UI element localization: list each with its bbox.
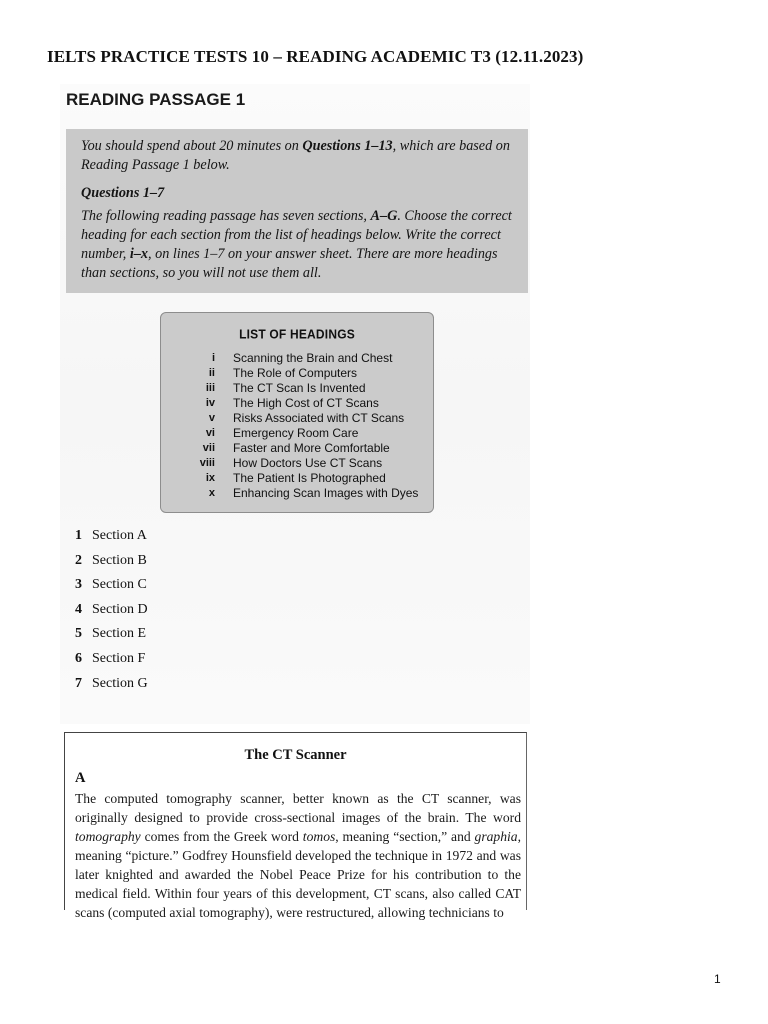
section-label: Section G	[92, 675, 148, 691]
intro-text: You should spend about 20 minutes on	[81, 138, 303, 154]
questions-range: Questions 1–13	[302, 138, 393, 154]
body-text: , on lines 1–7 on your answer sheet. There are more headings than sections, so you will not use them all.	[81, 246, 498, 281]
section-label: Section D	[92, 601, 148, 617]
body-text: . Choose the correct heading for each section from the list of headings below. Write the correct number,	[81, 208, 512, 262]
heading-number: vii	[202, 441, 215, 454]
heading-list	[161, 350, 433, 500]
section-question	[75, 528, 148, 553]
question-number: 5	[75, 626, 82, 642]
body-text: The following reading passage has seven sections,	[81, 208, 371, 224]
heading-item	[161, 395, 433, 410]
question-number: 3	[75, 577, 82, 593]
greek-term: graphia	[474, 829, 518, 844]
heading-item	[161, 455, 433, 470]
heading-text: Risks Associated with CT Scans	[233, 410, 405, 425]
section-label: Section B	[92, 552, 147, 568]
paragraph-text: , meaning “picture.” Godfrey Hounsfield developed the technique in 1972 and was later knighted and awarded the Nobel Peace Prize for his contribution to the medical field. Within four years of this development, CT scans, also called CAT scans (computed axial tomography), were restructured, allowing technicians to	[75, 829, 522, 920]
paragraph-text: The computed tomography scanner, better known as the CT scanner, was originally designed to provide cross-sectional images of the brain. The word	[75, 791, 521, 825]
heading-number: x	[208, 486, 215, 499]
section-question	[75, 553, 148, 578]
heading-text: Enhancing Scan Images with Dyes	[233, 485, 419, 500]
heading-item	[161, 410, 433, 425]
section-question	[75, 676, 148, 701]
question-number: 4	[75, 601, 82, 617]
heading-item	[161, 425, 433, 440]
section-question	[75, 651, 148, 676]
section-question	[75, 626, 148, 651]
question-number: 7	[75, 675, 82, 691]
paragraph-text: comes from the Greek word	[140, 829, 303, 844]
list-of-headings-box	[160, 312, 434, 513]
greek-term: tomography	[75, 829, 141, 844]
section-question-list	[75, 528, 148, 700]
passage-heading: READING PASSAGE 1	[66, 90, 246, 109]
intro-text-end: , which are based on Reading Passage 1 below.	[81, 138, 510, 173]
heading-number: ix	[205, 471, 215, 484]
article-body	[75, 789, 521, 922]
section-label: Section F	[92, 650, 146, 666]
heading-number: ii	[208, 366, 215, 379]
article-box	[64, 732, 527, 920]
heading-text: Emergency Room Care	[233, 425, 359, 440]
heading-number: i	[211, 351, 215, 364]
heading-number: vi	[205, 426, 215, 439]
heading-text: The CT Scan Is Invented	[233, 380, 366, 395]
section-label: Section C	[92, 577, 147, 593]
paragraph-text: , meaning “section,” and	[335, 829, 475, 844]
heading-number: iv	[205, 396, 215, 409]
heading-text: How Doctors Use CT Scans	[233, 455, 383, 470]
heading-item	[161, 350, 433, 365]
instructions-intro	[81, 137, 514, 175]
heading-text: Faster and More Comfortable	[233, 440, 390, 455]
heading-item	[161, 380, 433, 395]
question-number: 1	[75, 528, 82, 543]
heading-item	[161, 470, 433, 485]
heading-text: The Patient Is Photographed	[233, 470, 386, 485]
section-question	[75, 602, 148, 627]
section-question	[75, 577, 148, 602]
heading-item	[161, 365, 433, 380]
section-label: Section A	[92, 528, 147, 543]
document-title: IELTS PRACTICE TESTS 10 – READING ACADEMIC T3 (12.11.2023)	[47, 47, 584, 66]
heading-item	[161, 440, 433, 455]
heading-item	[161, 485, 433, 500]
heading-number: iii	[205, 381, 215, 394]
question-number: 2	[75, 552, 82, 568]
heading-number: v	[208, 411, 215, 424]
numbers-range: i–x	[129, 246, 149, 262]
heading-text: Scanning the Brain and Chest	[233, 350, 393, 365]
section-label: Section E	[92, 626, 147, 642]
list-of-headings-title: LIST OF HEADINGS	[239, 326, 355, 342]
page-number: 1	[714, 972, 721, 986]
instructions-body	[81, 207, 514, 283]
question-number: 6	[75, 650, 82, 666]
sections-range: A–G	[370, 208, 398, 224]
heading-text: The High Cost of CT Scans	[233, 395, 379, 410]
heading-text: The Role of Computers	[233, 365, 358, 380]
article-section-letter: A	[75, 770, 86, 786]
article-title: The CT Scanner	[244, 747, 347, 763]
greek-term: tomos	[302, 829, 336, 844]
heading-number: viii	[199, 456, 215, 469]
instructions-box	[66, 129, 528, 293]
article-paragraph	[75, 789, 521, 922]
questions-subheading: Questions 1–7	[81, 185, 165, 201]
